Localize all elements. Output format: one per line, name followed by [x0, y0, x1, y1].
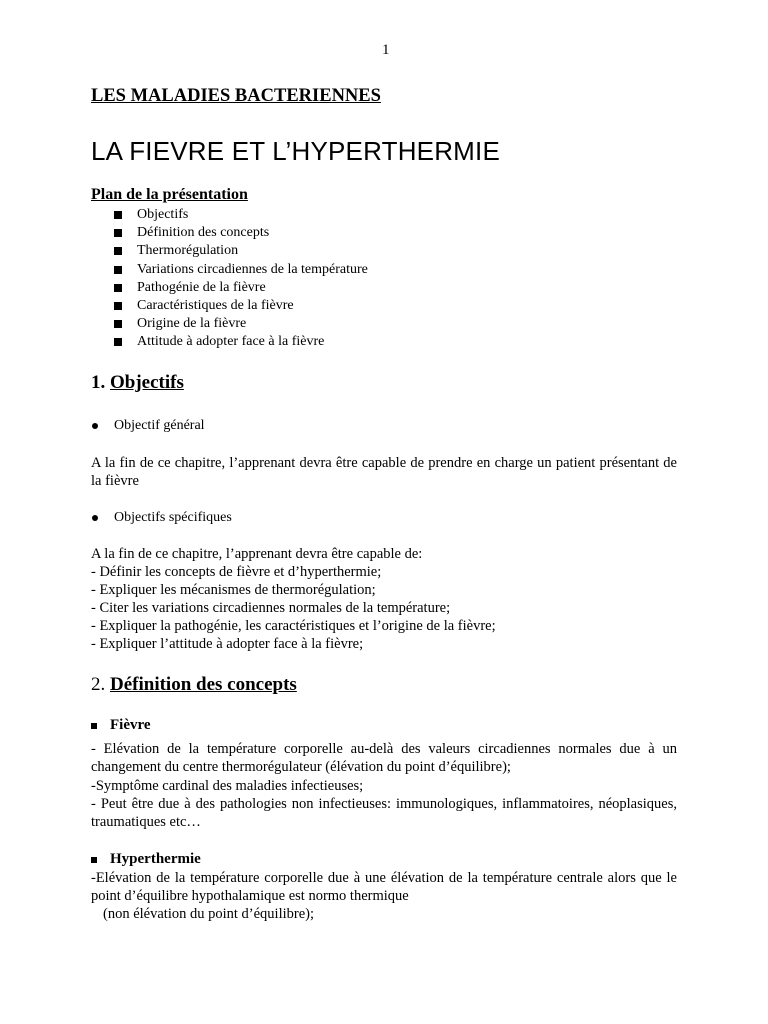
fievre-causes: - Peut être due à des pathologies non infectieuses: immunologiques, inflammatoires, néoplasiques, traumatiques etc…	[91, 796, 677, 831]
hyperthermie-definition: -Elévation de la température corporelle due à une élévation de la température centrale alors que le point d’équilibre hypothalamique est normo thermique	[91, 870, 677, 905]
specific-objective-item: - Citer les variations circadiennes normales de la température;	[91, 600, 451, 616]
specific-objectives-label: Objectifs spécifiques	[114, 510, 232, 525]
section-2-heading	[91, 674, 297, 696]
fievre-definition: - Elévation de la température corporelle au-delà des valeurs circadiennes normales due à un changement du centre thermorégulateur (élévation du point d’équilibre);	[91, 741, 677, 776]
plan-item-label: Objectifs	[137, 207, 189, 222]
general-objective-text: A la fin de ce chapitre, l’apprenant devra être capable de prendre en charge un patient présentant de la fièvre	[91, 455, 677, 490]
round-bullet-icon	[92, 515, 98, 521]
plan-list	[114, 206, 368, 352]
section-1-title: Objectifs	[110, 372, 184, 393]
section-2-title: Définition des concepts	[110, 674, 297, 695]
section-2-number: 2.	[91, 674, 106, 695]
square-bullet-icon	[114, 247, 122, 255]
specific-objectives-bullet	[91, 510, 232, 526]
square-bullet-icon	[91, 857, 97, 863]
plan-item-label: Définition des concepts	[137, 225, 270, 241]
plan-item-label: Attitude à adopter face à la fièvre	[137, 334, 325, 350]
plan-item	[114, 279, 368, 297]
plan-item	[114, 333, 368, 351]
fievre-symptom: -Symptôme cardinal des maladies infectieuses;	[91, 778, 364, 794]
general-objective-label: Objectif général	[114, 418, 205, 433]
plan-item	[114, 242, 368, 260]
round-bullet-icon	[92, 423, 98, 429]
square-bullet-icon	[114, 302, 122, 310]
square-bullet-icon	[114, 320, 122, 328]
square-bullet-icon	[91, 723, 97, 729]
plan-heading: Plan de la présentation	[91, 186, 248, 203]
specific-objective-item: - Expliquer la pathogénie, les caractéristiques et l’origine de la fièvre;	[91, 618, 496, 634]
plan-item-label: Caractéristiques de la fièvre	[137, 297, 294, 313]
hyperthermie-note: (non élévation du point d’équilibre);	[103, 906, 315, 922]
plan-item	[114, 224, 368, 242]
document-title: LA FIEVRE ET L’HYPERTHERMIE	[91, 136, 501, 166]
square-bullet-icon	[114, 266, 122, 274]
square-bullet-icon	[114, 284, 122, 292]
square-bullet-icon	[114, 338, 122, 346]
section-1-heading	[91, 372, 184, 394]
fievre-label: Fièvre	[110, 717, 151, 733]
plan-item	[114, 315, 368, 333]
section-1-number: 1.	[91, 372, 106, 393]
square-bullet-icon	[114, 211, 122, 219]
fievre-subheading	[91, 717, 151, 734]
page-number: 1	[382, 42, 390, 58]
plan-item-label: Variations circadiennes de la température	[137, 261, 368, 277]
specific-objective-item: - Définir les concepts de fièvre et d’hyperthermie;	[91, 564, 382, 580]
general-objective-bullet	[91, 418, 205, 434]
plan-item	[114, 261, 368, 279]
specific-objectives-intro: A la fin de ce chapitre, l’apprenant devra être capable de:	[91, 546, 423, 562]
plan-item-label: Pathogénie de la fièvre	[137, 279, 266, 295]
specific-objective-item: - Expliquer l’attitude à adopter face à la fièvre;	[91, 636, 364, 652]
square-bullet-icon	[114, 229, 122, 237]
specific-objective-item: - Expliquer les mécanismes de thermorégulation;	[91, 582, 376, 598]
plan-item	[114, 206, 368, 224]
plan-item-label: Origine de la fièvre	[137, 316, 247, 332]
plan-item	[114, 297, 368, 315]
plan-item-label: Thermorégulation	[137, 243, 239, 259]
hyperthermie-label: Hyperthermie	[110, 851, 201, 867]
hyperthermie-subheading	[91, 851, 201, 868]
subject-heading: LES MALADIES BACTERIENNES	[91, 86, 381, 106]
